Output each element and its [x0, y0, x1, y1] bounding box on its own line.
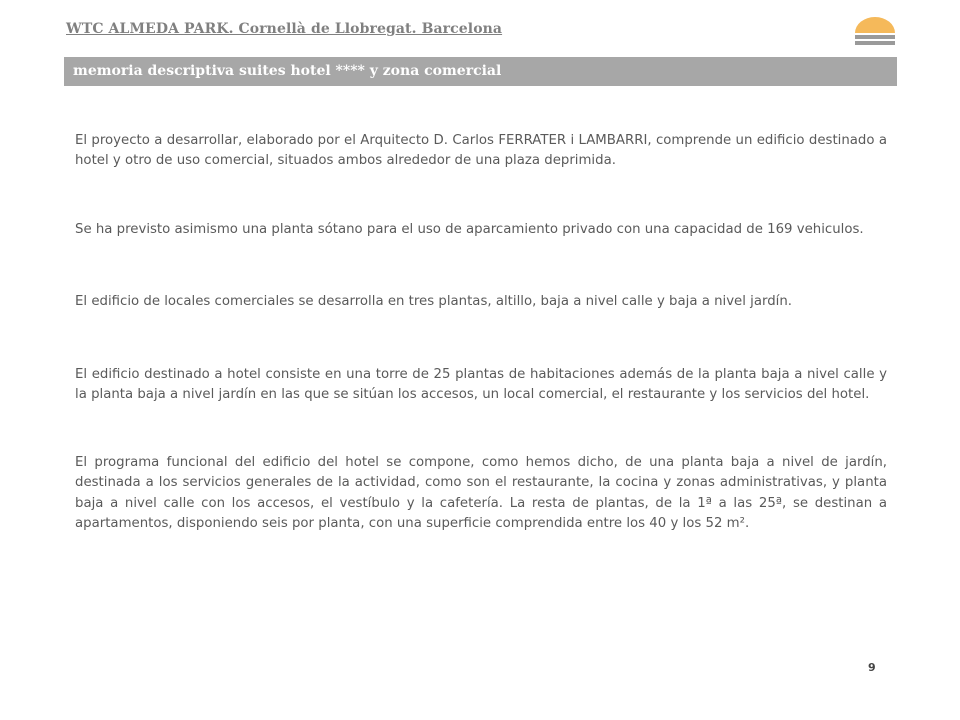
sun-logo-icon: [855, 17, 895, 45]
paragraph-parking: Se ha previsto asimismo una planta sótano para el uso de aparcamiento privado con una capacidad de 169 vehiculos.: [75, 222, 864, 237]
sun-logo-sun: [855, 17, 895, 33]
document-title: WTC ALMEDA PARK. Cornellà de Llobregat. Barcelona: [66, 21, 503, 37]
paragraph-project: El proyecto a desarrollar, elaborado por el Arquitecto D. Carlos FERRATER i LAMBARRI, comprende un edificio destinado a hotel y otro de uso comercial, situados ambos alrededor de una plaza deprimida.: [75, 133, 887, 169]
paragraph-commercial: El edificio de locales comerciales se desarrolla en tres plantas, altillo, baja a nivel calle y baja a nivel jardín.: [75, 294, 793, 309]
page-number: 9: [868, 661, 876, 674]
sun-logo-stripe-2: [855, 41, 895, 45]
paragraph-hotel-tower: El edificio destinado a hotel consiste en una torre de 25 plantas de habitaciones además de la planta baja a nivel calle y la planta baja a nivel jardín en las que se sitúan los accesos, un local comercial, el restaurante y los servicios del hotel.: [75, 367, 887, 403]
paragraph-program: El programa funcional del edificio del hotel se compone, como hemos dicho, de una planta baja a nivel de jardín, destinada a los servicios generales de la actividad, como son el restaurante, la cocina y zonas administrativas, y planta baja a nivel calle con los accesos, el vestíbulo y la cafetería. La resta de plantas, de la 1ª a las 25ª, se destinan a apartamentos, disponiendo seis por planta, con una superficie comprendida entre los 40 y los 52 m².: [75, 455, 887, 532]
section-banner: [64, 57, 897, 86]
sun-logo-stripe-1: [855, 35, 895, 39]
banner-title: memoria descriptiva suites hotel **** y zona comercial: [73, 63, 502, 79]
